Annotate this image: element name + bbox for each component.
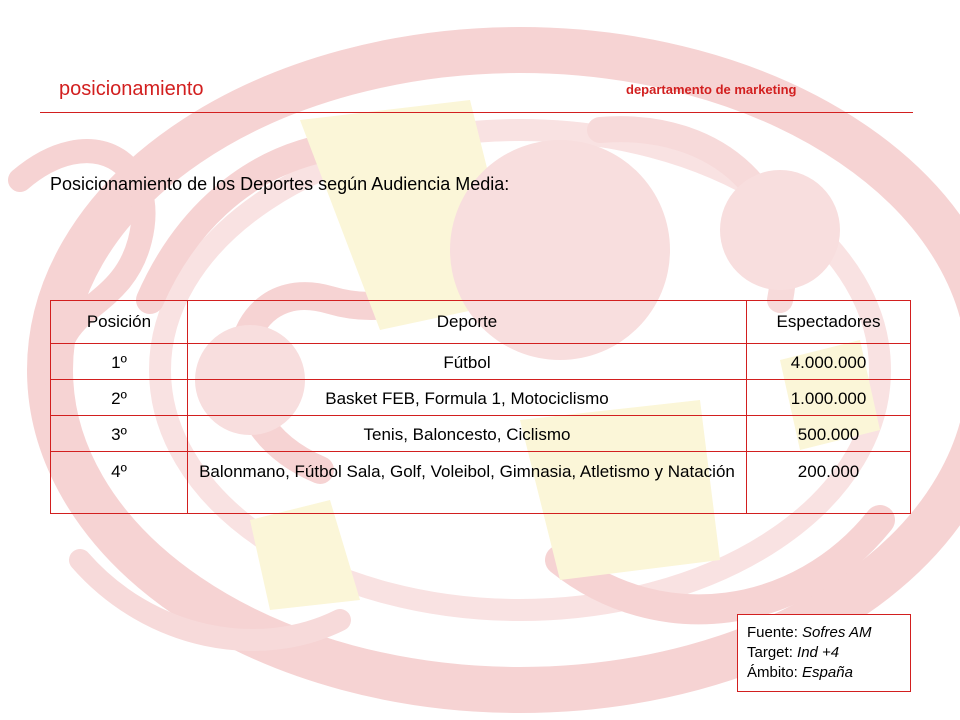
ranking-table	[50, 300, 911, 514]
table-header-row	[51, 301, 911, 344]
table-row	[51, 344, 911, 380]
cell-spectators: 200.000	[747, 452, 911, 514]
source-label: Fuente:	[747, 624, 798, 641]
scope-value: España	[802, 664, 853, 681]
cell-position: 4º	[51, 452, 188, 514]
cell-position: 2º	[51, 380, 188, 416]
column-header-spectators: Espectadores	[747, 301, 911, 344]
target-line	[747, 643, 910, 663]
target-value: Ind +4	[797, 644, 840, 661]
header-department: departamento de marketing	[626, 82, 797, 97]
scope-line	[747, 663, 910, 683]
scope-label: Ámbito:	[747, 664, 798, 681]
table-row	[51, 380, 911, 416]
cell-spectators: 1.000.000	[747, 380, 911, 416]
cell-sport: Balonmano, Fútbol Sala, Golf, Voleibol, Gimnasia, Atletismo y Natación	[187, 452, 746, 514]
target-label: Target:	[747, 644, 793, 661]
cell-sport: Basket FEB, Formula 1, Motociclismo	[187, 380, 746, 416]
cell-sport: Tenis, Baloncesto, Ciclismo	[187, 416, 746, 452]
table-row	[51, 452, 911, 514]
page-subtitle: Posicionamiento de los Deportes según Audiencia Media:	[50, 174, 510, 194]
cell-position: 1º	[51, 344, 188, 380]
source-line	[747, 623, 910, 643]
header-divider	[40, 112, 913, 113]
cell-spectators: 500.000	[747, 416, 911, 452]
cell-sport: Fútbol	[187, 344, 746, 380]
table-row	[51, 416, 911, 452]
cell-position: 3º	[51, 416, 188, 452]
source-info-box	[737, 614, 911, 692]
header-title: posicionamiento	[59, 78, 204, 100]
cell-spectators: 4.000.000	[747, 344, 911, 380]
source-value: Sofres AM	[802, 624, 872, 641]
column-header-sport: Deporte	[187, 301, 746, 344]
column-header-position: Posición	[51, 301, 188, 344]
